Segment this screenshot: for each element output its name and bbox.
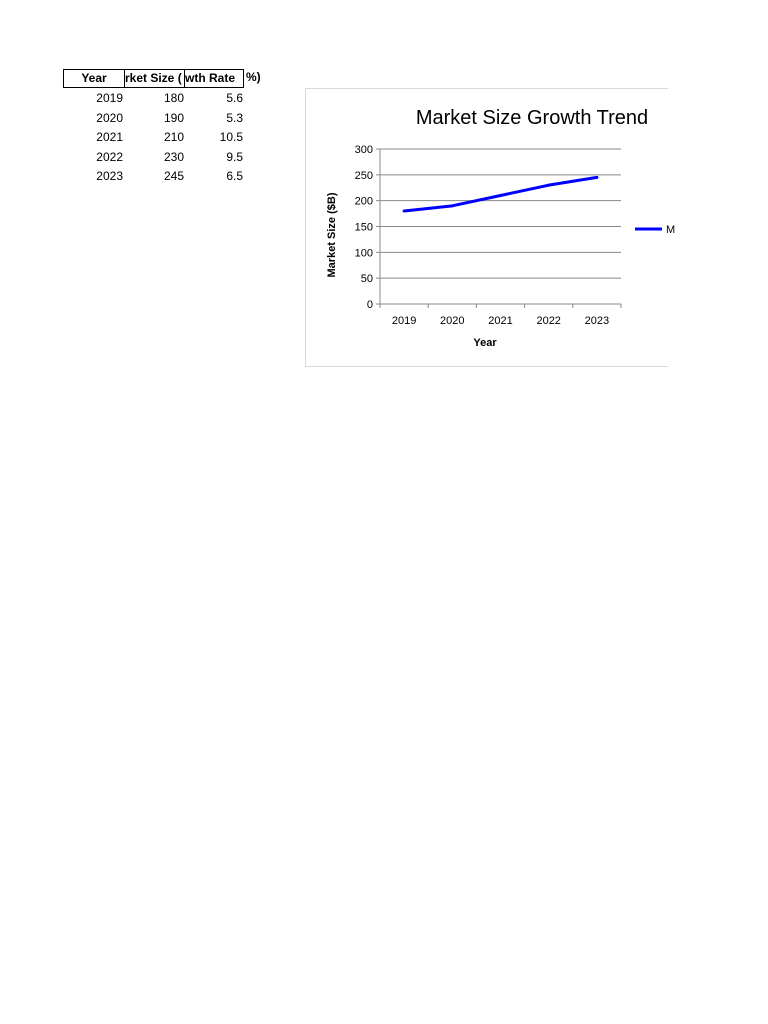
- y-tick-label: 0: [366, 299, 373, 311]
- chart-title: Market Size Growth Trend: [415, 107, 649, 129]
- x-axis-label: Year: [473, 337, 497, 349]
- y-tick-label: 200: [354, 195, 373, 208]
- header-growth-rate-overflow: %): [246, 70, 261, 84]
- table-cell[interactable]: 5.6: [226, 91, 243, 105]
- data-point[interactable]: [547, 184, 550, 187]
- header-market-size[interactable]: rket Size (: [124, 69, 185, 88]
- y-tick-label: 300: [354, 144, 373, 156]
- legend-label: M: [666, 224, 676, 236]
- table-cell[interactable]: 9.5: [226, 149, 243, 164]
- header-growth-rate[interactable]: wth Rate: [184, 69, 244, 88]
- series-layer: [403, 176, 599, 213]
- y-axis-label: Market Size ($B): [326, 192, 338, 278]
- table-cell[interactable]: 2020: [96, 110, 123, 125]
- x-tick-label: 2023: [584, 315, 610, 327]
- table-cell[interactable]: 5.3: [226, 110, 243, 125]
- x-tick-label: 2019: [391, 315, 417, 327]
- chart-svg: [306, 89, 676, 368]
- table-cell[interactable]: 2021: [96, 130, 123, 145]
- table-cell[interactable]: 245: [163, 169, 184, 184]
- x-tick-label: 2022: [536, 315, 561, 327]
- y-tick-label: 150: [354, 221, 373, 234]
- table-cell[interactable]: 2019: [96, 91, 123, 105]
- table-cell[interactable]: 180: [163, 91, 184, 105]
- y-tick-label: 100: [354, 247, 373, 260]
- table-cell[interactable]: 6.5: [226, 169, 243, 184]
- y-tick-label: 50: [360, 273, 373, 286]
- table-cell[interactable]: 2023: [96, 169, 123, 184]
- data-point[interactable]: [595, 176, 598, 179]
- data-point[interactable]: [451, 204, 454, 207]
- x-tick-label: 2021: [488, 315, 513, 327]
- table-cell[interactable]: 190: [163, 110, 184, 125]
- data-point[interactable]: [403, 210, 406, 213]
- axes: [355, 144, 621, 327]
- data-point[interactable]: [499, 194, 502, 197]
- y-tick-label: 250: [354, 169, 373, 182]
- chart[interactable]: [305, 88, 676, 367]
- gridlines: [380, 149, 621, 278]
- legend[interactable]: [635, 224, 675, 236]
- table-cell[interactable]: 10.5: [219, 130, 243, 145]
- table-cell[interactable]: 210: [163, 130, 184, 145]
- table-cell[interactable]: 230: [163, 149, 184, 164]
- header-year[interactable]: Year: [63, 69, 125, 88]
- x-tick-label: 2020: [440, 315, 465, 327]
- table-cell[interactable]: 2022: [96, 149, 123, 164]
